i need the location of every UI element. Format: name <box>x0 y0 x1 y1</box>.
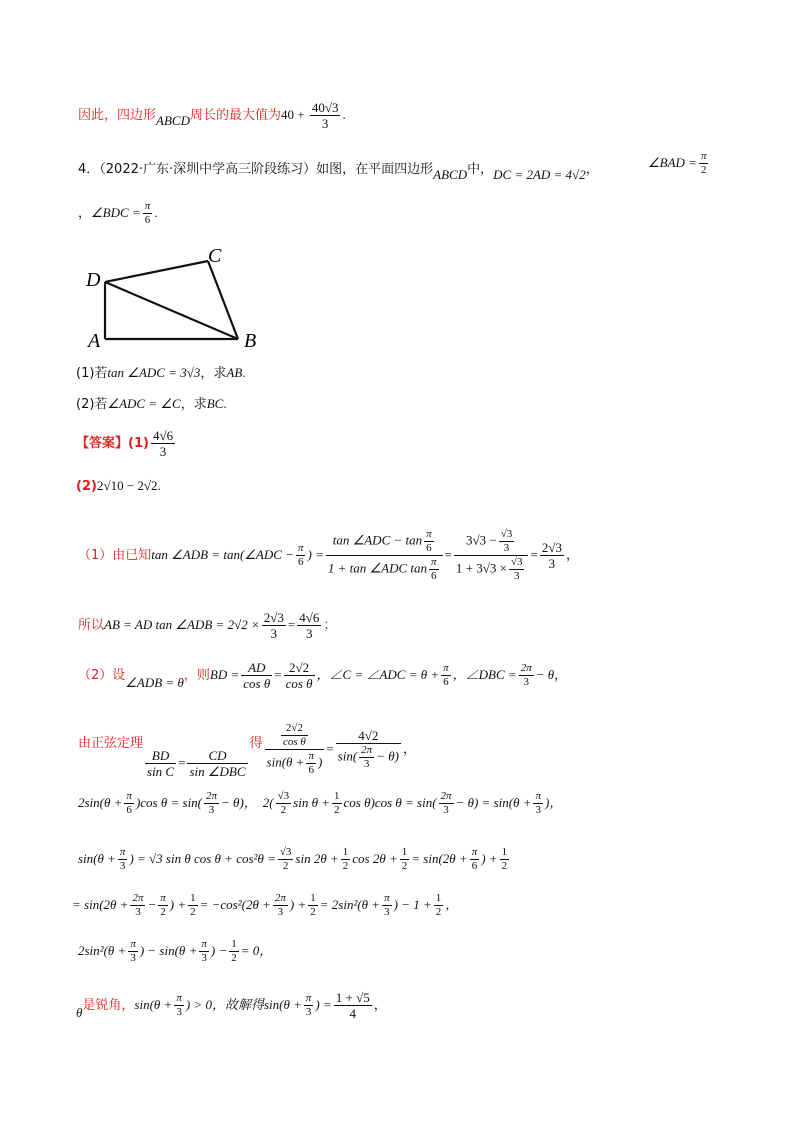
intro-prefix: 因此，四边形 <box>78 108 157 123</box>
solution-step-6: sin(θ + $\frac{\pi}{3}$ ) = √3 sin θ cos θ + cos²θ = $\frac{√3}{2}$ sin 2θ + $\frac{1}{2}$ cos 2θ + $\frac{1}{2}$ = sin(2θ + $\frac{\pi}{6}$ ) + $\frac{1}{2}$ <box>78 846 508 872</box>
problem-line-2: ，∠BDC = $\frac{\pi}{6}$ . <box>78 200 158 226</box>
problem-number: 4． <box>78 162 100 177</box>
answer-2-value: 2√10 − 2√2 <box>96 478 158 493</box>
solution-step-1: （1）由已知tan ∠ADB = tan(∠ADC − $\frac{\pi}{6}$ ) = tan ∠ADC − tan $\frac{\pi}{6}$ 1 + tan ∠ADC tan $\frac{\pi}{6}$ = 3√3 − $\frac{√3}{3}$ 1 + 3√3 × $\frac{√3}{3}$ = $\frac{2√3}{3}$ ， <box>78 528 579 582</box>
problem-source: （2022·广东·深圳中学高三阶段练习） <box>99 162 317 177</box>
dc-equation: DC = 2AD = 4√2 <box>493 167 586 182</box>
diagonal-db <box>105 282 238 339</box>
quadrilateral-figure <box>80 246 270 352</box>
label-c: C <box>208 246 222 267</box>
answer-line-2: (2)2√10 − 2√2. <box>76 478 161 494</box>
edge-dc <box>105 261 208 282</box>
answer-tag: 【答案】(1) <box>76 436 149 451</box>
intro-middle: 周长的最大值为 <box>189 108 281 123</box>
label-d: D <box>86 269 101 291</box>
problem-line-1: 4．（2022·广东·深圳中学高三阶段练习）如图，在平面四边形ABCD中，DC = 2AD = 4√2， <box>78 162 599 182</box>
solution-step-9: θ是锐角，sin(θ + $\frac{\pi}{3}$ ) > 0，故解得sin(θ + $\frac{\pi}{3}$ ) = $\frac{1 + √5}{4}$ ， <box>76 990 387 1021</box>
intro-fraction: $\frac{40√3}{3}$ <box>311 100 339 131</box>
question-1: (1)若tan ∠ADC = 3√3，求AB. <box>76 365 246 381</box>
answer-line-1 <box>76 428 177 459</box>
solution-step-8: 2sin²(θ + $\frac{\pi}{3}$ ) − sin(θ + $\frac{\pi}{3}$ ) − $\frac{1}{2}$ = 0， <box>78 938 273 964</box>
solution-step-7: = sin(2θ + $\frac{2\pi}{3}$ − $\frac{\pi}{2}$ ) + $\frac{1}{2}$ = −cos²(2θ + $\frac{2\pi}{3}$ ) + $\frac{1}{2}$ = 2sin²(θ + $\frac{\pi}{3}$ ) − 1 + $\frac{1}{2}$ ， <box>72 892 459 918</box>
label-b: B <box>244 330 257 352</box>
intro-expr: 40 + <box>280 107 308 122</box>
solution-step-3: （2）设∠ADB = θ，则BD = $\frac{AD}{\text{cos θ}}$ = $\frac{2√2}{\text{cos θ}}$ ，∠C = ∠ADC = θ + $\frac{\pi}{6}$ ，∠DBC = $\frac{2\pi}{3}$ − θ， <box>78 660 568 691</box>
bdc-equation: ∠BDC = <box>91 205 141 220</box>
intro-quad: ABCD <box>156 113 190 128</box>
answer-1-fraction: $\frac{4√6}{3}$ <box>152 428 174 459</box>
bad-equation: ∠BAD = $\frac{\pi}{2}$ <box>648 150 707 176</box>
solution-step-4: 由正弦定理 $\frac{BD}{\text{sin C}}$ = $\frac{CD}{\text{sin ∠DBC}}$ 得 $\frac{2√2}{\text{cos θ}}$ sin(θ + $\frac{\pi}{6}$ ) = 4√2 sin( $\frac{2\pi}{3}$ − θ) ， <box>78 722 416 779</box>
intro-line: 因此，四边形ABCD周长的最大值为40 + $\frac{40√3}{3}$ . <box>78 100 346 131</box>
solution-step-5: 2sin(θ + $\frac{\pi}{6}$ )cos θ = sin( $\frac{2\pi}{3}$ − θ)， 2( $\frac{√3}{2}$ sin θ + $\frac{1}{2}$ cos θ)cos θ = sin( $\frac{2\pi}{3}$ − θ) = sin(θ + $\frac{\pi}{3}$ )， <box>78 790 563 816</box>
label-a: A <box>88 330 101 352</box>
solution-step-2: 所以AB = AD tan ∠ADB = 2√2 × $\frac{2√3}{3}$ = $\frac{4√6}{3}$ ； <box>78 610 337 641</box>
question-2: (2)若∠ADC = ∠C，求BC. <box>76 396 227 412</box>
